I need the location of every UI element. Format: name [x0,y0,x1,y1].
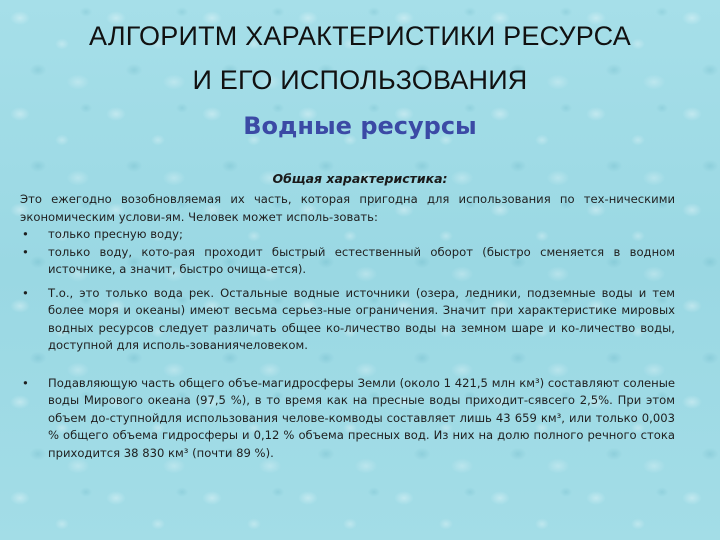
slide-subtitle: Водные ресурсы [243,112,477,140]
bullet-icon: • [22,244,29,259]
bullet-icon: • [22,227,29,241]
slide-title [20,14,700,102]
intro-paragraph: Это ежегодно возобновляемая их часть, которая пригодна для использования по тех-ническими экономическим услови-ям. Человек может исполь-зовать: [20,192,675,224]
bullet-icon: • [22,285,29,300]
list-item [20,375,675,463]
title-line-2: И ЕГО ИСПОЛЬЗОВАНИЯ [192,65,528,95]
list-item-text: Т.о., это только вода рек. Остальные водные источники (озера, ледники, подземные воды и тем более моря и океаны) имеют весьма серьез-ные ограничения. Значит при характеристике мировых водных ресурсов следует различать общее ко-личество воды на земном шаре и ко-личество воды, доступной для исполь-зованиячеловеком. [48,285,675,352]
list-item-text: только воду, кото-рая проходит быстрый естественный оборот (быстро сменяется в водном источнике, а значит, быстро очища-ется). [48,244,675,276]
list-item [20,285,675,355]
title-line-1: АЛГОРИТМ ХАРАКТЕРИСТИКИ РЕСУРСА [89,21,631,51]
bullet-icon: • [22,375,29,390]
list-item-text: только пресную воду; [48,227,183,241]
content-body [20,191,675,462]
list-item [20,226,675,244]
section-heading: Общая характеристика: [272,171,448,186]
bullet-list [20,226,675,462]
list-item [20,244,675,279]
list-item-text: Подавляющую часть общего объе-магидросферы Земли (около 1 421,5 млн км³) составляют соленые воды Мирового океана (97,5 %), в то время как на пресные воды приходит-сявсего 2,5%. При этом объем до-ступнойдля использования челове-комводы составляет лишь 43 659 км³, или только 0,003 % общего объема гидросферы и 0,12 % объема пресных вод. Из них на долю полного речного стока приходится 38 830 км³ (почти 89 %). [48,375,675,460]
